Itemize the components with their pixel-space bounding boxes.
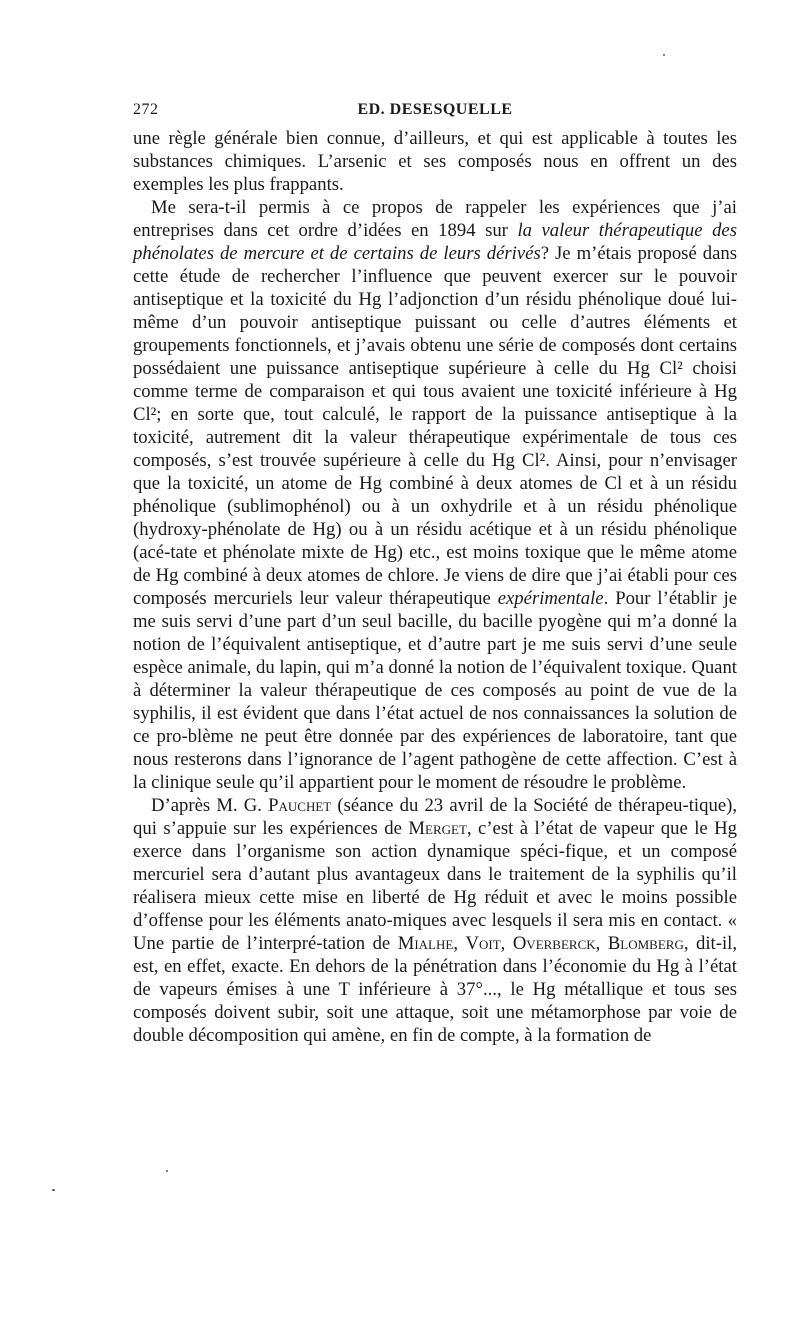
- text-segment: Me sera-t-il permis à ce propos de rappeler les expériences que j’ai entreprises dans cet ordre d’idées en 1894 sur: [133, 197, 737, 241]
- running-head: ED. DESESQUELLE: [357, 101, 513, 118]
- body-text: [133, 127, 737, 1047]
- text-segment: ,: [500, 933, 513, 954]
- page-header: [133, 101, 737, 125]
- paragraph-1: [133, 127, 737, 196]
- text-segment: , dit-il, est, en effet, exacte. En dehors de la pénétration dans l’économie du Hg à l’état de vapeurs émises à une T inférieure à 37°..., le Hg métallique et tous ses composés doivent subir, soit une attaque, soit une métamorphose par voie de double décomposition qui amène, en fin de compte, à la formation de: [133, 933, 738, 1046]
- text-segment: . Pour l’établir je me suis servi d’une part d’un seul bacille, du bacille pyogène qui m’a donné la notion de l’équivalent antiseptique, et d’autre part je me suis servi d’une seule espèce animale, du lapin, qui m’a donné la notion de l’équivalent toxique. Quant à déterminer la valeur thérapeutique de ces composés au point de vue de la syphilis, il est évident que dans l’état actuel de nos connaissances la solution de ce pro-blème ne peut être donnée par des expériences de laboratoire, tant que nous resterons dans l’ignorance de l’agent pathogène de cette affection. C’est à la clinique seule qu’il appartient pour le moment de résoudre le problème.: [133, 588, 738, 793]
- page-number: 272: [133, 101, 159, 118]
- text-segment: une règle générale bien connue, d’ailleurs, et qui est applicable à toutes les substances chimiques. L’arsenic et ses composés nous en offrent un des exemples les plus frappants.: [133, 128, 737, 195]
- paragraph-2: [133, 196, 737, 794]
- text-segment: D’après M. G.: [151, 795, 269, 816]
- italic-title: la valeur thérapeutique des phénolates de mercure et de certains de leurs dérivés: [133, 220, 737, 264]
- text-segment: ? Je m’étais proposé dans cette étude de rechercher l’influence que peuvent exercer sur le pouvoir antiseptique et la toxicité du Hg l’adjonction d’un résidu phénolique doué lui-même d’un pouvoir antiseptique puissant ou celle d’autres éléments et groupements fonctionnels, et j’avais obtenu une série de composés dont certains possédaient une puissance antiseptique supérieure à celle du Hg Cl² choisi comme terme de comparaison et qui tous avaient une toxicité inférieure à Hg Cl²; en sorte que, tout calculé, le rapport de la puissance antiseptique à la toxicité, autrement dit la valeur thérapeutique expérimentale de tous ces composés, s’est trouvée supérieure à celle du Hg Cl². Ainsi, pour n’envisager que la toxicité, un atome de Hg combiné à deux atomes de Cl et à un résidu phénolique (sublimophénol) ou à un oxhydrile et à un résidu phénolique (hydroxy-phénolate de Hg) ou à un résidu acétique et à un résidu phénolique (acé-tate et phénolate mixte de Hg) etc., est moins toxique que le même atome de Hg combiné à deux atomes de chlore. Je viens de dire que j’ai établi pour ces composés mercuriels leur valeur thérapeutique: [133, 243, 737, 609]
- author-name: Overberck: [512, 933, 596, 954]
- italic-word: expérimentale: [497, 588, 604, 609]
- text-segment: ,: [595, 933, 608, 954]
- author-name: Blomberg: [607, 933, 684, 954]
- author-name: Pauchet: [268, 795, 332, 816]
- text-segment: ,: [453, 933, 466, 954]
- author-name: Mialhe: [397, 933, 454, 954]
- text-segment: (séance du 23 avril de la Société de thérapeu-tique), qui s’appuie sur les expériences de: [133, 795, 738, 839]
- paper-speck: [663, 54, 665, 56]
- author-name: Voit: [465, 933, 501, 954]
- paper-speck: [166, 1170, 168, 1172]
- text-segment: , c’est à l’état de vapeur que le Hg exerce dans l’organisme son action dynamique spéci-fique, et un composé mercuriel sera d’autant plus avantageux dans le traitement de la syphilis qu’il réalisera mieux cette mise en liberté de Hg réduit et avec le moins possible d’offense pour les éléments anato-miques avec lesquels il sera mis en contact. « Une partie de l’interpré-tation de: [133, 818, 737, 954]
- author-name: Merget: [408, 818, 467, 839]
- paragraph-3: [133, 794, 737, 1047]
- paper-speck: [52, 1189, 55, 1191]
